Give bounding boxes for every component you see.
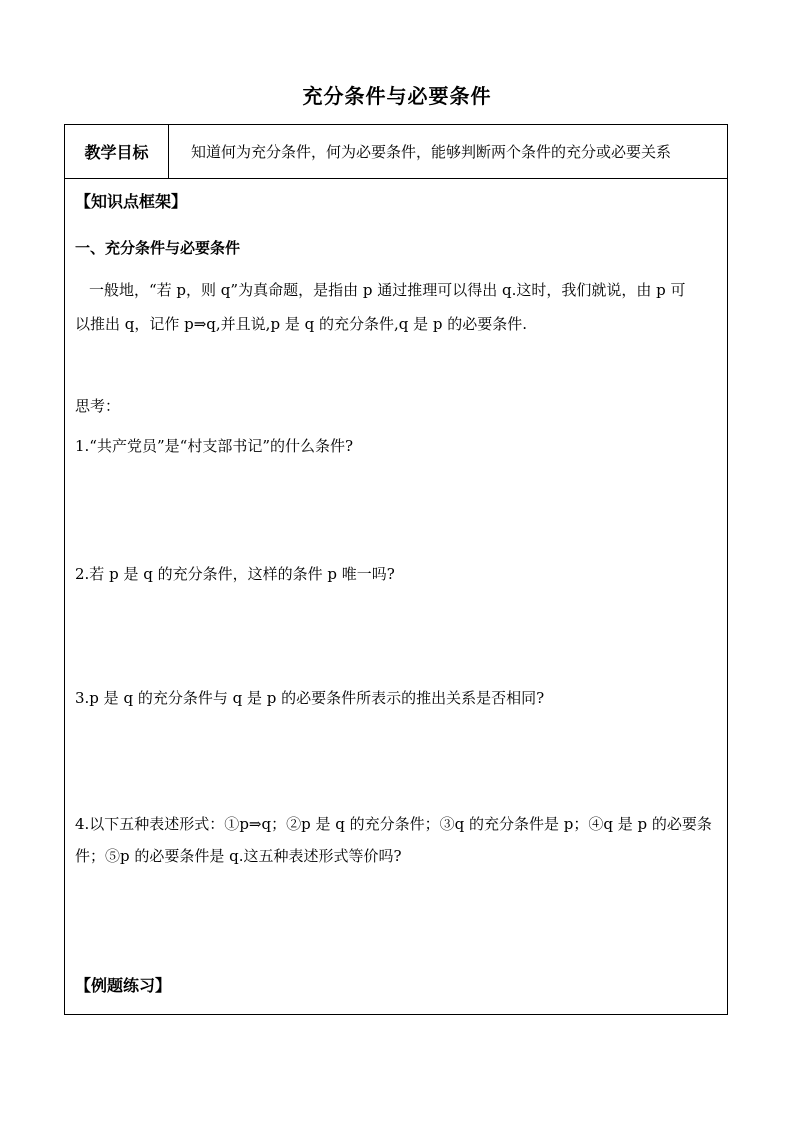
document-title: 充分条件与必要条件 [302, 84, 492, 108]
objective-label: 教学目标 [65, 125, 169, 178]
question-2: 2.若 p 是 q 的充分条件，这样的条件 p 唯一吗? [75, 565, 395, 583]
think-label: 思考： [75, 397, 121, 415]
objective-text: 知道何为充分条件，何为必要条件，能够判断两个条件的充分或必要关系 [191, 143, 672, 161]
example-heading: 【例题练习】 [75, 976, 172, 995]
definition-line-1: 一般地，“若 p，则 q”为真命题，是指由 p 通过推理可以得出 q.这时，我们就说，由 p 可 [89, 281, 686, 299]
lesson-table [64, 124, 728, 1015]
question-4-line-1: 4.以下五种表述形式：①p⇒q；②p 是 q 的充分条件；③q 的充分条件是 p；④q 是 p 的必要条 [75, 815, 712, 833]
objective-row [65, 125, 727, 179]
question-3: 3.p 是 q 的充分条件与 q 是 p 的必要条件所表示的推出关系是否相同? [75, 689, 545, 707]
framework-heading: 【知识点框架】 [75, 192, 188, 211]
definition-line-2: 以推出 q，记作 p⇒q,并且说,p 是 q 的充分条件,q 是 p 的必要条件. [75, 315, 528, 333]
question-1: 1.“共产党员”是“村支部书记”的什么条件? [75, 437, 354, 455]
question-4-line-2: 件；⑤p 的必要条件是 q.这五种表述形式等价吗? [75, 847, 402, 865]
section-subheading: 一、充分条件与必要条件 [75, 239, 241, 257]
